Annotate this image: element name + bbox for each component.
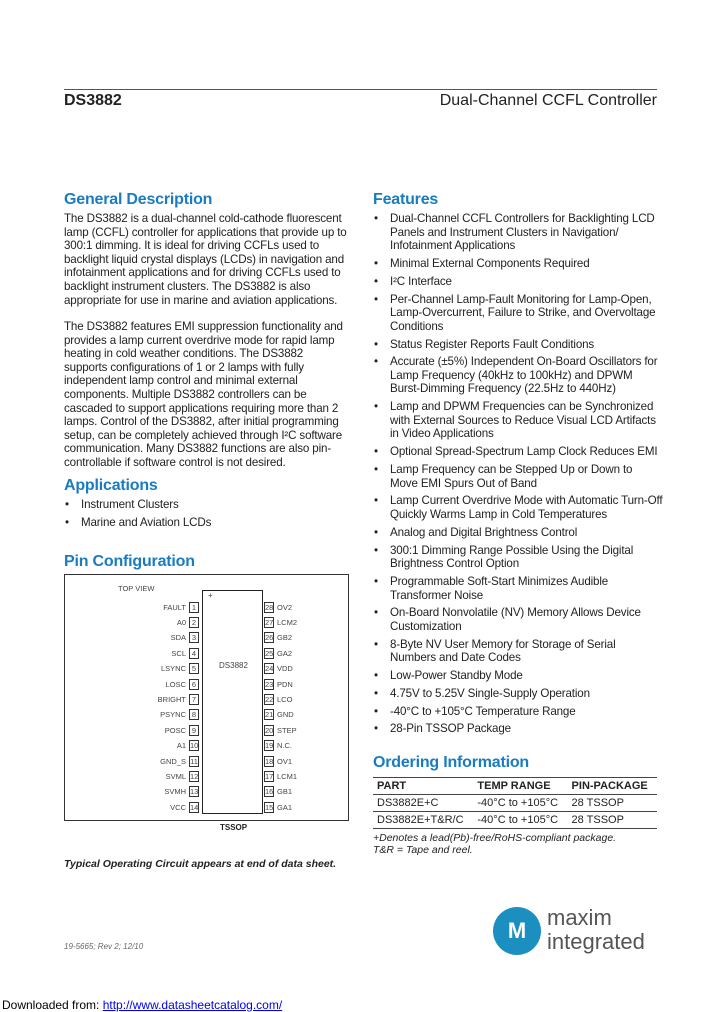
pin-left: VCC 14	[170, 802, 199, 812]
pin-left: GND_S 11	[160, 756, 198, 766]
pin-right: 15 GA1	[265, 802, 293, 812]
document-number: 19-5665; Rev 2; 12/10	[64, 942, 144, 951]
column-header: PIN-PACKAGE	[568, 778, 657, 795]
feature-item: • Minimal External Components Required	[373, 257, 663, 271]
part-number: DS3882	[64, 92, 122, 109]
ordering-notes: +Denotes a lead(Pb)-free/RoHS-compliant package. T&R = Tape and reel.	[373, 832, 617, 856]
pin-left: SCL 4	[171, 647, 199, 659]
pin-left: FAULT 1	[163, 601, 199, 613]
typical-circuit-note: Typical Operating Circuit appears at end of data sheet.	[64, 858, 337, 870]
general-description-p2: The DS3882 features EMI suppression functionality and provides a lamp current overdrive mode for rapid lamp heating in cold weather conditions. The DS3882 supports configurations of 1 or 2 lamps with fully independent lamp control and minimal external components. Multiple DS3882 controllers can be cascaded to support applications requiring more than 2 lamps. Control of the DS3882, after initial programming setup, can be completely achieved through I²C software communication. Many DS3882 functions are also pin-controllable if software control is not desired.	[64, 320, 343, 469]
pin-left: POSC 9	[165, 724, 199, 736]
pin-left: PSYNC 8	[160, 709, 199, 721]
feature-item: • Analog and Digital Brightness Control	[373, 526, 663, 540]
feature-item: • Lamp and DPWM Frequencies can be Synchronized with External Sources to Reduce Visual LCD Artifacts in Video Applications	[373, 400, 663, 441]
pin-right: 24 VDD	[265, 664, 293, 674]
logo-text: maxim integrated	[547, 905, 645, 954]
feature-item: • Accurate (±5%) Independent On-Board Oscillators for Lamp Frequency (40kHz to 100kHz) and DPWM Burst-Dimming Frequency (22.5Hz to 440Hz)	[373, 355, 663, 396]
general-description-heading: General Description	[64, 191, 213, 208]
pin-left: LOSC 6	[166, 678, 199, 690]
features-heading: Features	[373, 191, 439, 208]
feature-item: • Lamp Frequency can be Stepped Up or Down to Move EMI Spurs Out of Band	[373, 463, 663, 490]
applications-list	[64, 498, 349, 534]
feature-item: • 300:1 Dimming Range Possible Using the Digital Brightness Control Option	[373, 544, 663, 571]
pin-configuration-diagram: TOP VIEW + DS3882 TSSOP FAULT 1 A0 2 SDA 3 SCL 4 LSYNC 5 LOSC 6 BRIGHT 7 PSYNC 8 POSC 9 A1 10 GND_S 11 SVML 12 SVMH 13 VCC 14 28 OV2 27 LCM2 26 GB2 25 GA2 24 VDD 23 PDN 22 LCO 21 GND 20 STEP 19 N.C. 18 OV1 17 LCM1 16 GB1 15 GA1	[64, 574, 349, 821]
pin-left: A0 2	[177, 616, 199, 628]
feature-item: • 8-Byte NV User Memory for Storage of Serial Numbers and Date Codes	[373, 638, 663, 665]
pin-right: 28 OV2	[265, 602, 293, 612]
ordering-table	[373, 777, 657, 829]
feature-item: • 4.75V to 5.25V Single-Supply Operation	[373, 687, 663, 701]
top-view-label: TOP VIEW	[118, 584, 155, 593]
pin-left: LSYNC 5	[161, 663, 199, 675]
feature-item: • Status Register Reports Fault Conditions	[373, 338, 663, 352]
ordering-heading: Ordering Information	[373, 754, 530, 771]
pin-left: A1 10	[176, 741, 199, 751]
list-item: • Instrument Clusters	[64, 498, 349, 512]
pin-right: 25 GA2	[265, 648, 293, 658]
features-list	[373, 212, 663, 740]
feature-item: • Dual-Channel CCFL Controllers for Backlighting LCD Panels and Instrument Clusters in Navigation/ Infotainment Applications	[373, 212, 663, 253]
pin-left: SVMH 13	[164, 787, 199, 797]
feature-item: • Lamp Current Overdrive Mode with Automatic Turn-Off Quickly Warms Lamp in Cold Temperatures	[373, 494, 663, 521]
document-title: Dual-Channel CCFL Controller	[439, 92, 657, 109]
pin-right: 26 GB2	[265, 633, 293, 643]
chip-outline	[202, 590, 263, 814]
pin-configuration-heading: Pin Configuration	[64, 553, 195, 570]
maxim-logo-icon: M	[493, 907, 541, 955]
pin-right: 16 GB1	[265, 787, 293, 797]
header-rule	[64, 89, 657, 90]
pin-right: 20 STEP	[265, 725, 297, 735]
pin-right: 23 PDN	[265, 679, 293, 689]
pin-right: 17 LCM1	[265, 771, 298, 781]
package-label: TSSOP	[220, 823, 248, 832]
pin-right: 21 GND	[265, 710, 294, 720]
feature-item: • Optional Spread-Spectrum Lamp Clock Reduces EMI	[373, 445, 663, 459]
list-item: • Marine and Aviation LCDs	[64, 516, 349, 530]
pin-right: 27 LCM2	[265, 617, 298, 627]
general-description-p1: The DS3882 is a dual-channel cold-cathode fluorescent lamp (CCFL) controller for applications that provide up to 300:1 dimming. It is ideal for driving CCFLs used to backlight liquid crystal displays (LCDs) in navigation and infotainment applications and for driving CCFLs used to backlight instrument clusters. The DS3882 is also appropriate for use in marine and aviation applications.	[64, 212, 347, 307]
feature-item: • On-Board Nonvolatile (NV) Memory Allows Device Customization	[373, 606, 663, 633]
download-link[interactable]: http://www.datasheetcatalog.com/	[102, 998, 283, 1012]
column-header: PART	[373, 778, 473, 795]
feature-item: • 28-Pin TSSOP Package	[373, 722, 663, 736]
pin-left: SVML 12	[165, 771, 199, 781]
table-row: DS3882E+T&R/C -40°C to +105°C 28 TSSOP	[373, 812, 657, 829]
chip-label: DS3882	[219, 661, 248, 670]
pin-right: 22 LCO	[265, 694, 293, 704]
feature-item: • -40°C to +105°C Temperature Range	[373, 705, 663, 719]
pin-right: 19 N.C.	[265, 741, 292, 751]
feature-item: • Per-Channel Lamp-Fault Monitoring for Lamp-Open, Lamp-Overcurrent, Failure to Strike, and Overvoltage Conditions	[373, 293, 663, 334]
pin-right: 18 OV1	[265, 756, 293, 766]
applications-heading: Applications	[64, 477, 158, 494]
table-row: DS3882E+C -40°C to +105°C 28 TSSOP	[373, 795, 657, 812]
pin-left: SDA 3	[171, 632, 199, 644]
feature-item: • I²C Interface	[373, 275, 663, 289]
pin-left: BRIGHT 7	[158, 693, 199, 705]
feature-item: • Programmable Soft-Start Minimizes Audible Transformer Noise	[373, 575, 663, 602]
download-line: Downloaded from: http://www.datasheetcatalog.com/	[2, 998, 283, 1012]
feature-item: • Low-Power Standby Mode	[373, 669, 663, 683]
column-header: TEMP RANGE	[473, 778, 567, 795]
